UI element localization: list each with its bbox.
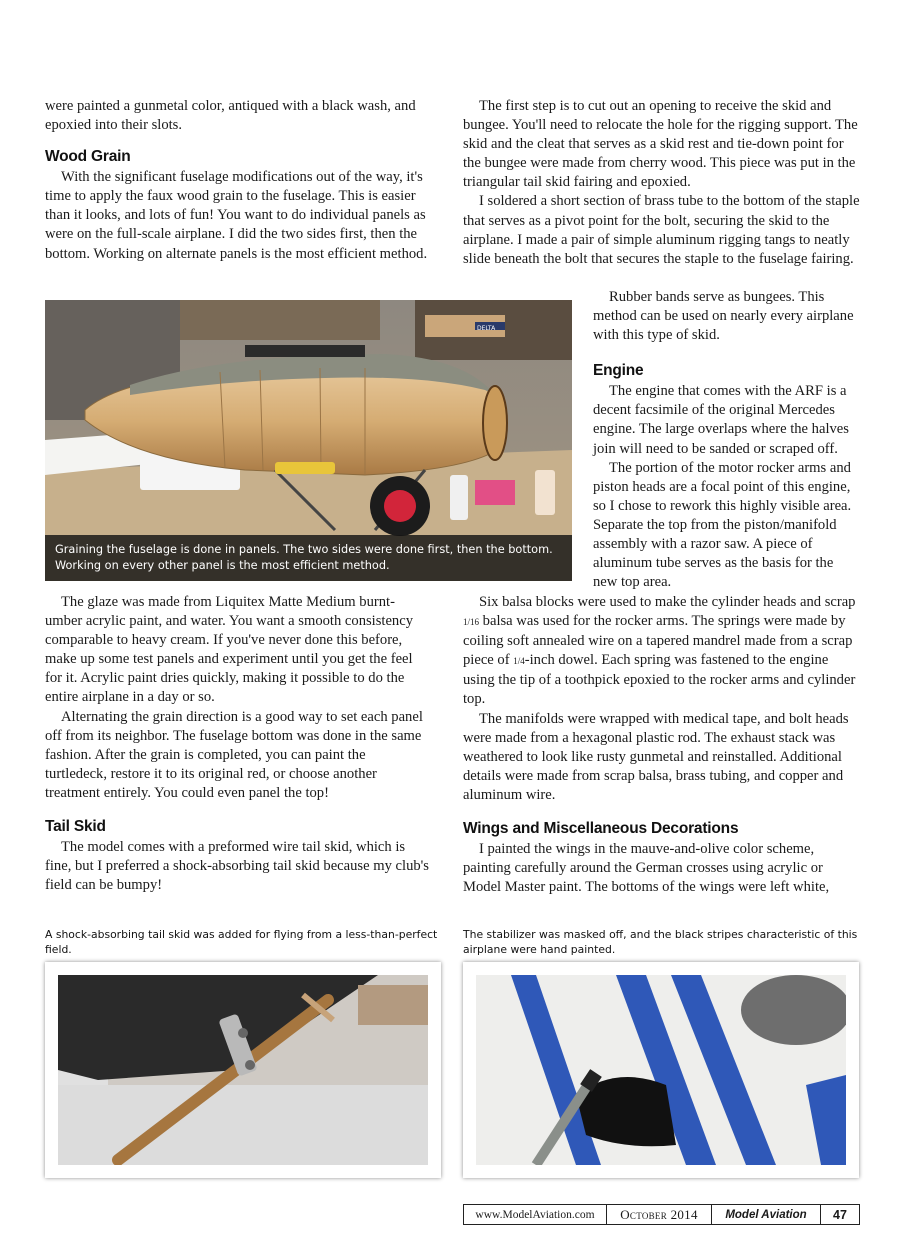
footer-magazine: Model Aviation: [712, 1205, 821, 1224]
paragraph: With the significant fuselage modifications out of the way, it's time to apply the faux wood grain to the fuselage. This is easier than it looks, and lots of fun! You want to do individual panels as were on the full-scale airplane. I did the two sides first, then the bottom. Working on alternate panels is the most efficient method.: [45, 169, 428, 262]
right-column-lower: [463, 593, 860, 897]
tail-skid-photo: [45, 962, 441, 1178]
paragraph: The first step is to cut out an opening to receive the skid and bungee. You'll need to relocate the hole for the rigging support. The skid and the cleat that serves as a skid rest and tie-down point for the bungee were made from cherry wood. This piece was put in the triangular tail skid fairing and epoxied.: [463, 98, 858, 191]
right-column-wrap: [593, 288, 861, 592]
stabilizer-caption: The stabilizer was masked off, and the black stripes characteristic of this airplane were hand painted.: [463, 928, 858, 956]
paragraph: Alternating the grain direction is a good way to set each panel off from its neighbor. The fuselage bottom was done in the same fashion. After the grain is completed, you can paint the turtledeck, restore it to its original red, or choose another treatment entirely. You could even panel the top!: [45, 708, 423, 801]
stabilizer-photo: [463, 962, 859, 1178]
shop-sign-text: DELTA: [477, 325, 496, 332]
paragraph: The portion of the motor rocker arms and piston heads are a focal point of this engine, so I chose to rework this highly visible area. Separate the top from the piston/manifold assembly with a razor saw. A piece of aluminum tube serves as the basis for the new top area.: [593, 459, 852, 591]
footer-date: October 2014: [607, 1205, 712, 1224]
text-run: -inch dowel. Each spring was fastened to the engine using the tip of a toothpick epoxied to the rocker arms and cylinder top.: [463, 652, 856, 708]
paragraph: The engine that comes with the ARF is a decent facsimile of the original Mercedes engine. The large overlaps where the halves join will need to be sanded or scraped off.: [593, 383, 849, 457]
fraction: 1/4: [513, 656, 525, 667]
stabilizer-image: [476, 975, 846, 1165]
page-number: 47: [833, 1207, 847, 1222]
text-run: Six balsa blocks were used to make the cylinder heads and scrap: [479, 594, 856, 610]
text-run: balsa was used for the rocker arms. The springs were made by coiling soft annealed wire on a tapered mandrel made from a scrap piece of: [463, 613, 853, 669]
paragraph: The glaze was made from Liquitex Matte Medium burnt-umber acrylic paint, and water. You want a smooth consistency comparable to heavy cream. If you've never done this before, make up some test panels and experiment until you get the feel for it. Acrylic paint dries quickly, making it possible to do the entire airplane in a day or so.: [45, 594, 414, 706]
right-column-top: [463, 97, 860, 269]
page-footer: [463, 1204, 860, 1225]
heading-wood-grain: Wood Grain: [45, 148, 131, 166]
paragraph: The model comes with a preformed wire tail skid, which is fine, but I preferred a shock-absorbing tail skid because my club's field can be bumpy!: [45, 839, 429, 894]
paragraph: [463, 593, 860, 710]
paragraph: I painted the wings in the mauve-and-olive color scheme, painting carefully around the German crosses using acrylic or Model Master paint. The bottoms of the wings were left white,: [463, 841, 830, 896]
heading-tail-skid: Tail Skid: [45, 818, 106, 836]
fuselage-photo: [45, 300, 572, 581]
heading-engine: Engine: [593, 362, 644, 380]
fraction: 1/16: [463, 617, 480, 628]
tail-skid-caption: A shock-absorbing tail skid was added for flying from a less-than-perfect field.: [45, 928, 438, 956]
left-column-lower: [45, 593, 431, 895]
paragraph: were painted a gunmetal color, antiqued with a black wash, and epoxied into their slots.: [45, 98, 416, 134]
photo-caption: Graining the fuselage is done in panels. The two sides were done first, then the bottom. Working on every other panel is the most efficient method.: [45, 535, 572, 581]
tail-skid-image: [58, 975, 428, 1165]
paragraph: Rubber bands serve as bungees. This method can be used on nearly every airplane with this type of skid.: [593, 289, 854, 344]
left-column: [45, 97, 431, 264]
heading-wings: Wings and Miscellaneous Decorations: [463, 820, 739, 838]
paragraph: I soldered a short section of brass tube to the bottom of the staple that serves as a pivot point for the bolt, securing the skid to the airplane. I made a pair of simple aluminum rigging tangs to neatly slide beneath the bolt that secures the staple to the fuselage fairing.: [463, 193, 860, 267]
paragraph: The manifolds were wrapped with medical tape, and bolt heads were made from a hexagonal plastic rod. The exhaust stack was weathered to look like rusty gunmetal and reinstalled. Additional details were made from scrap balsa, brass tubing, and copper and aluminum wire.: [463, 710, 849, 803]
footer-url[interactable]: www.ModelAviation.com: [464, 1205, 607, 1224]
